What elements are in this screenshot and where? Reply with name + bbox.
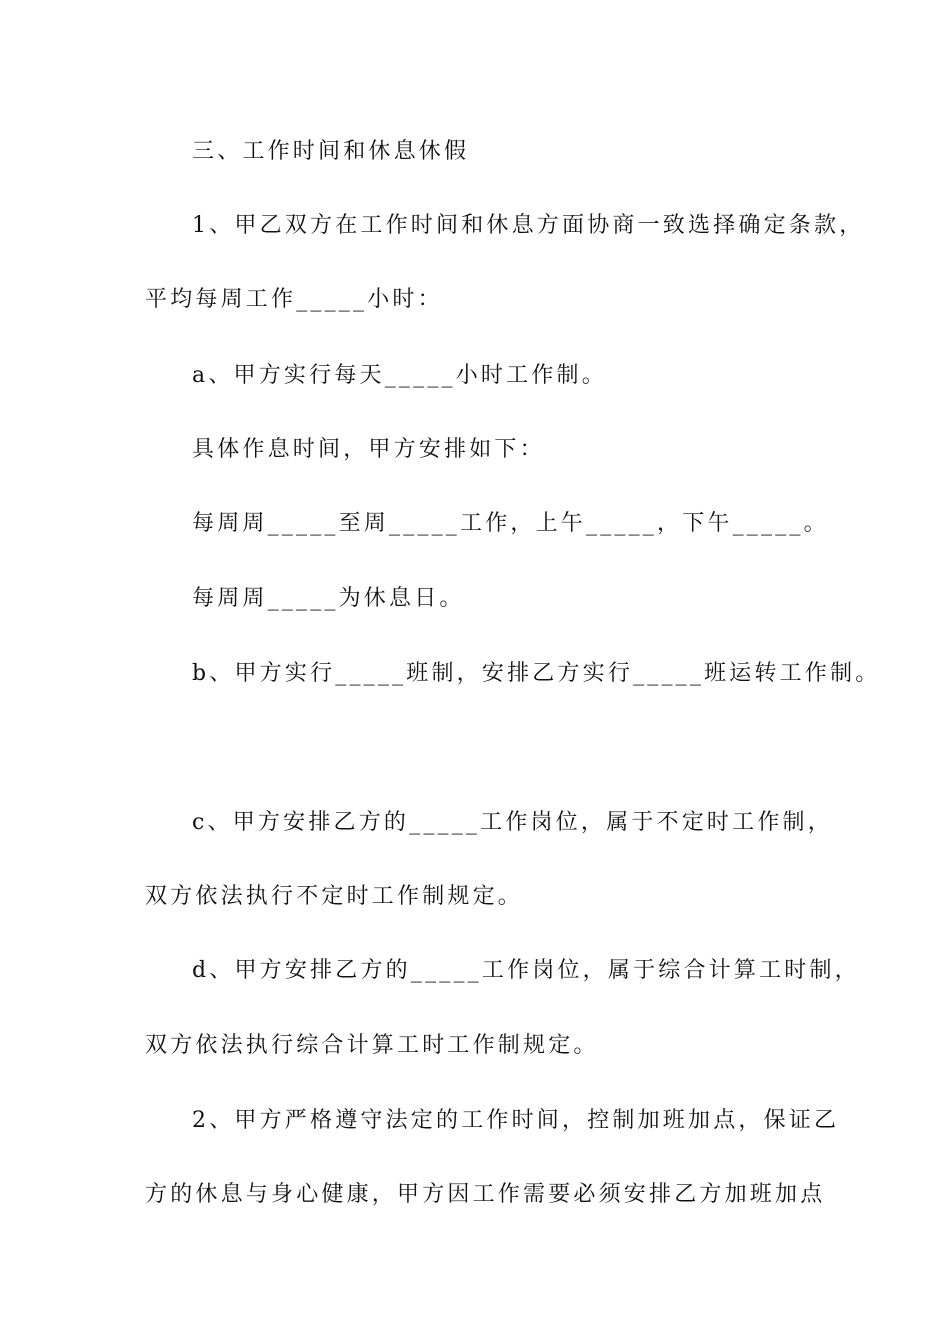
paragraph-line: b、甲方实行_____班制，安排乙方实行_____班运转工作制。 [192, 661, 881, 686]
paragraph-line: 1、甲乙双方在工作时间和休息方面协商一致选择确定条款， [192, 213, 865, 238]
paragraph-line: a、甲方实行每天_____小时工作制。 [192, 363, 607, 388]
paragraph-line: d、甲方安排乙方的_____工作岗位，属于综合计算工时制， [192, 958, 860, 983]
paragraph-line: 2、甲方严格遵守法定的工作时间，控制加班加点，保证乙 [192, 1108, 840, 1133]
paragraph-line: 双方依法执行不定时工作制规定。 [145, 884, 524, 909]
paragraph-line: 每周周_____为休息日。 [192, 586, 465, 611]
paragraph-line: 具体作息时间，甲方安排如下： [192, 437, 545, 462]
paragraph-line: 方的休息与身心健康，甲方因工作需要必须安排乙方加班加点 [145, 1182, 826, 1207]
paragraph-line: 每周周_____至周_____工作，上午_____，下午_____。 [192, 511, 829, 536]
section-heading: 三、工作时间和休息休假 [192, 139, 470, 164]
paragraph-line: c、甲方安排乙方的_____工作岗位，属于不定时工作制， [192, 810, 833, 835]
paragraph-line: 平均每周工作_____小时： [145, 287, 443, 312]
paragraph-line: 双方依法执行综合计算工时工作制规定。 [145, 1033, 599, 1058]
